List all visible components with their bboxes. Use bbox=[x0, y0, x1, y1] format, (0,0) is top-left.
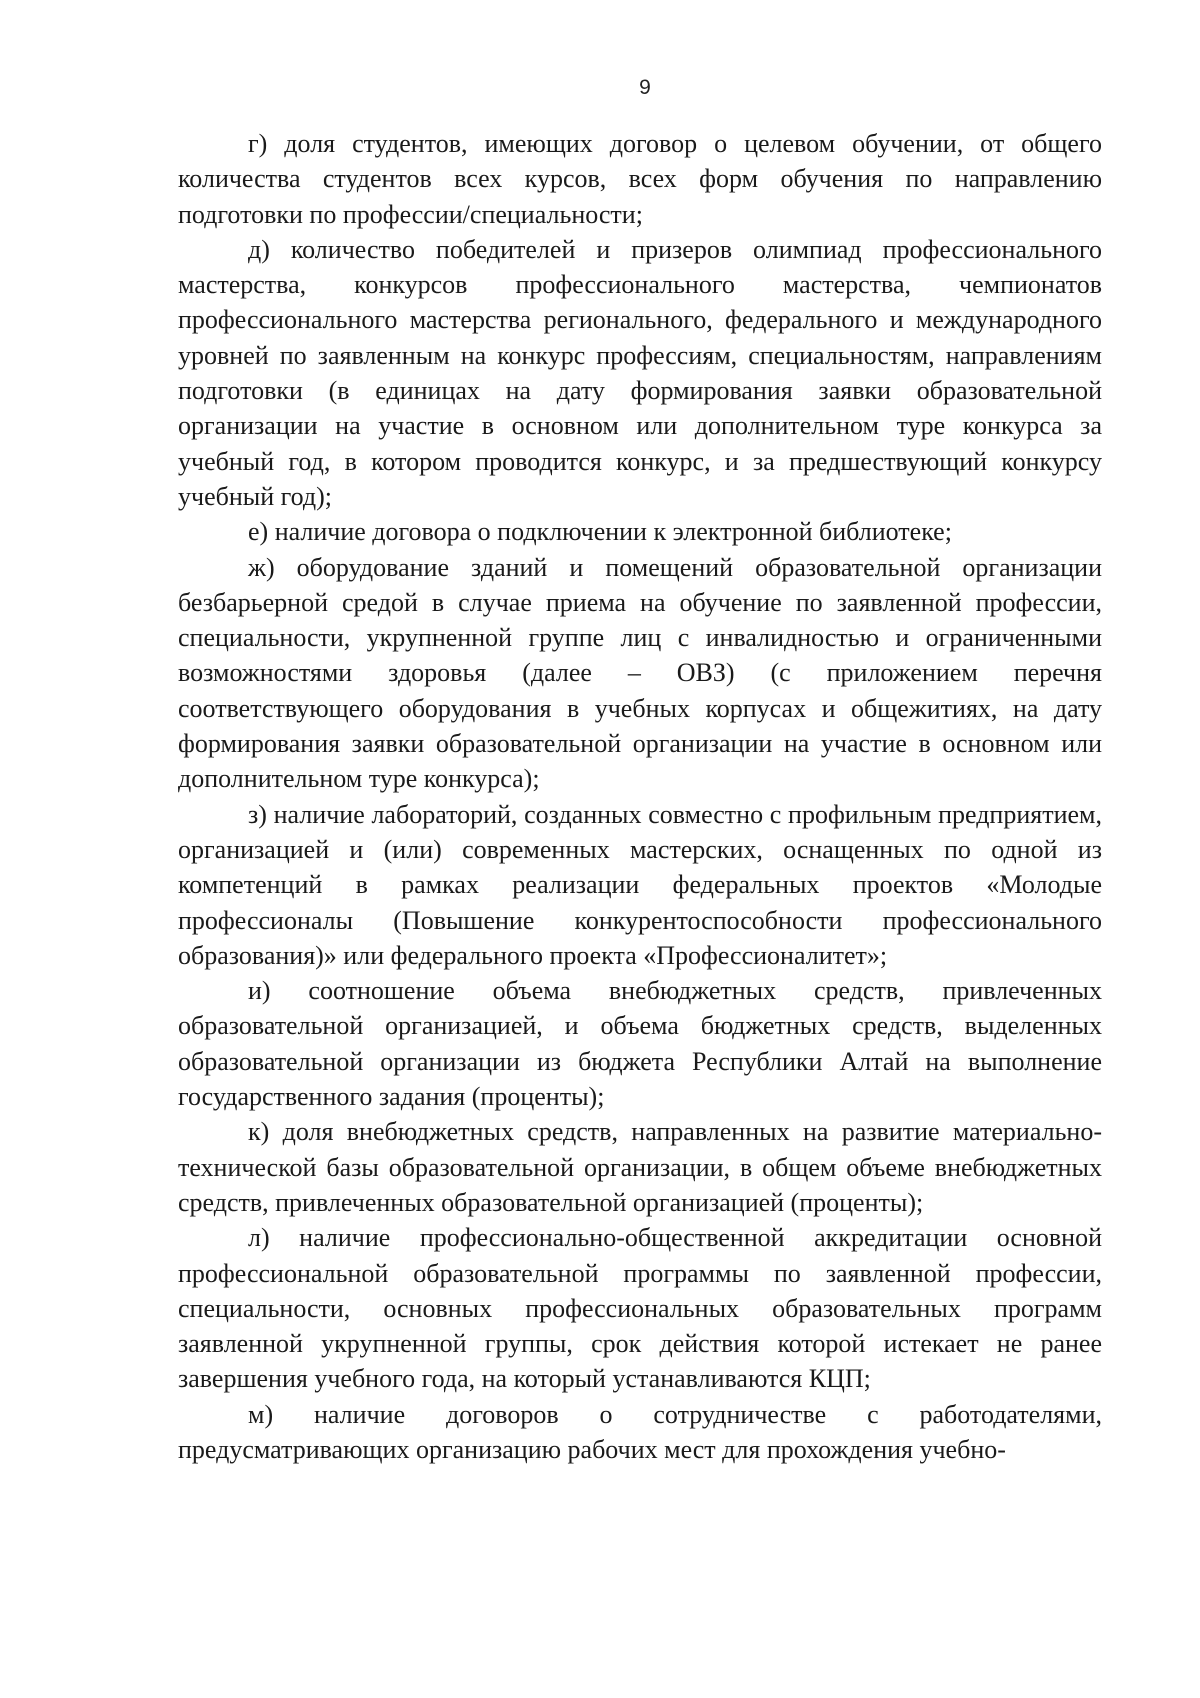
paragraph-i: и) соотношение объема внебюджетных средств, привлеченных образовательной организацией, и объема бюджетных средств, выделенных образовательной организации из бюджета Республики Алтай на выполнение государственного задания (проценты); bbox=[178, 976, 1102, 1112]
document-body bbox=[178, 126, 1102, 1467]
paragraph-z: з) наличие лабораторий, созданных совместно с профильным предприятием, организацией и (или) современных мастерских, оснащенных по одной из компетенций в рамках реализации федеральных проектов «Молодые профессионалы (Повышение конкурентоспособности профессионального образования)» или федерального проекта «Профессионалитет»; bbox=[178, 799, 1102, 970]
page-number: 9 bbox=[639, 76, 651, 99]
paragraph-m: м) наличие договоров о сотрудничестве с работодателями, предусматривающих организацию рабочих мест для прохождения учебно- bbox=[178, 1399, 1102, 1464]
paragraph-l: л) наличие профессионально-общественной аккредитации основной профессиональной образовательной программы по заявленной профессии, специальности, основных профессиональных образовательных программ заявленной укрупненной группы, срок действия которой истекает не ранее завершения учебного года, на который устанавливаются КЦП; bbox=[178, 1223, 1102, 1394]
paragraph-k: к) доля внебюджетных средств, направленных на развитие материально-технической базы образовательной организации, в общем объеме внебюджетных средств, привлеченных образовательной организацией (проценты); bbox=[178, 1117, 1102, 1217]
paragraph-g: г) доля студентов, имеющих договор о целевом обучении, от общего количества студентов всех курсов, всех форм обучения по направлению подготовки по профессии/специальности; bbox=[178, 129, 1102, 229]
paragraph-d: д) количество победителей и призеров олимпиад профессионального мастерства, конкурсов профессионального мастерства, чемпионатов профессионального мастерства регионального, федерального и международного уровней по заявленным на конкурс профессиям, специальностям, направлениям подготовки (в единицах на дату формирования заявки образовательной организации на участие в основном или дополнительном туре конкурса за учебный год, в котором проводится конкурс, и за предшествующий конкурсу учебный год); bbox=[178, 234, 1102, 511]
paragraph-zh: ж) оборудование зданий и помещений образовательной организации безбарьерной средой в случае приема на обучение по заявленной профессии, специальности, укрупненной группе лиц с инвалидностью и ограниченными возможностями здоровья (далее – ОВЗ) (с приложением перечня соответствующего оборудования в учебных корпусах и общежитиях, на дату формирования заявки образовательной организации на участие в основном или дополнительном туре конкурса); bbox=[178, 552, 1102, 794]
paragraph-e: е) наличие договора о подключении к электронной библиотеке; bbox=[248, 517, 952, 547]
